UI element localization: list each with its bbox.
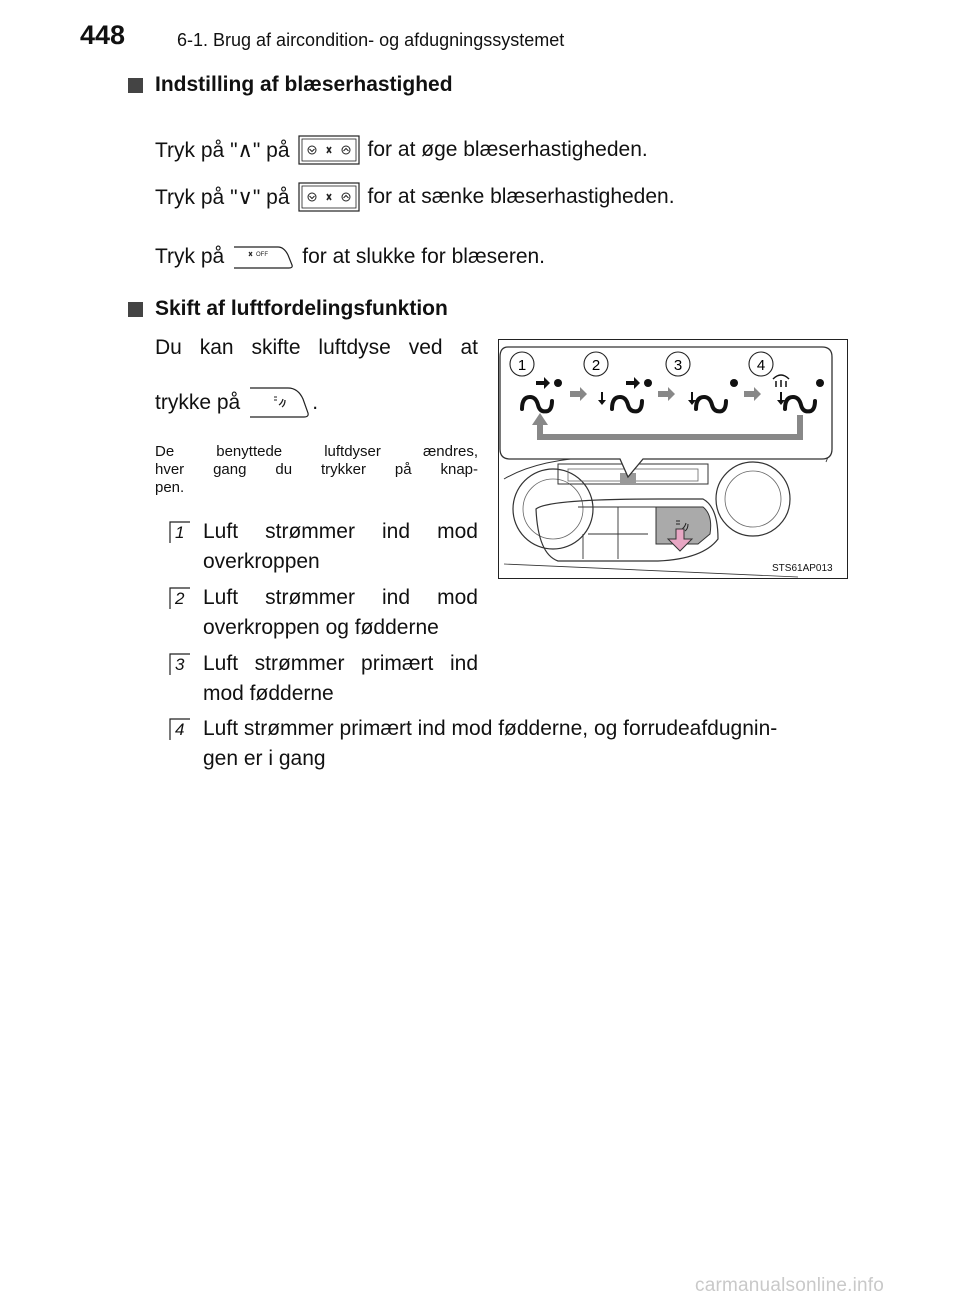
mode-button-icon bbox=[248, 385, 310, 421]
figure-label-4: 4 bbox=[756, 357, 766, 374]
section-heading-fan-speed bbox=[128, 73, 453, 97]
item-4-line-1: Luft strømmer primært ind mod fødderne, og forrudeafdugnin- bbox=[203, 717, 778, 740]
figure-label-1: 1 bbox=[517, 357, 527, 374]
fan-up-text-2: for at øge blæserhastigheden. bbox=[367, 138, 648, 161]
item-4-line-2: gen er i gang bbox=[203, 747, 326, 770]
section-heading-air-distribution bbox=[128, 297, 448, 321]
item-1-line-1: Luft strømmer ind mod bbox=[203, 520, 478, 543]
svg-text:4: 4 bbox=[175, 720, 185, 739]
note-text bbox=[155, 443, 478, 497]
intro-text: trykke på bbox=[155, 391, 241, 414]
note-line-3: pen. bbox=[155, 479, 185, 496]
item-number-3 bbox=[169, 651, 191, 677]
fan-off-button-icon bbox=[232, 243, 294, 271]
svg-text:3: 3 bbox=[175, 655, 185, 674]
fan-down-line bbox=[155, 182, 675, 212]
section-heading-text: Skift af luftfordelingsfunktion bbox=[155, 297, 448, 320]
fan-down-text-2: for at sænke blæserhastigheden. bbox=[367, 185, 675, 208]
fan-up-line bbox=[155, 135, 648, 165]
figure-label-2: 2 bbox=[591, 357, 601, 374]
section-heading-text: Indstilling af blæserhastighed bbox=[155, 73, 453, 96]
chapter-title: 6-1. Brug af aircondition- og afdugningssystemet bbox=[177, 30, 565, 50]
air-distribution-figure bbox=[498, 339, 848, 579]
item-number-2 bbox=[169, 585, 191, 611]
item-number-1 bbox=[169, 519, 191, 545]
fan-off-text-2: for at slukke for blæseren. bbox=[302, 245, 546, 268]
off-label: OFF bbox=[256, 252, 269, 258]
item-number-4 bbox=[169, 716, 191, 742]
item-2-line-2: overkroppen og fødderne bbox=[203, 616, 439, 639]
svg-text:1: 1 bbox=[175, 523, 185, 542]
fan-up-text: Tryk på "∧" på bbox=[155, 138, 290, 162]
intro-line-1: Du kan skifte luftdyse ved at bbox=[155, 336, 478, 359]
intro-line-2 bbox=[155, 385, 318, 421]
item-2-line-1: Luft strømmer ind mod bbox=[203, 586, 478, 609]
figure-code: STS61AP013 bbox=[772, 563, 833, 574]
page-number: 448 bbox=[80, 20, 126, 50]
fan-speed-button-icon bbox=[298, 135, 360, 165]
item-3-line-1: Luft strømmer primært ind bbox=[203, 652, 478, 675]
item-3-line-2: mod fødderne bbox=[203, 682, 334, 705]
fan-off-text: Tryk på bbox=[155, 245, 225, 268]
note-line-2: hver gang du trykker på knap- bbox=[155, 461, 478, 478]
intro-text-2: . bbox=[312, 391, 319, 414]
bullet-square-icon bbox=[128, 78, 143, 93]
fan-down-text: Tryk på "∨" på bbox=[155, 185, 290, 209]
fan-speed-button-icon bbox=[298, 182, 360, 212]
figure-label-3: 3 bbox=[673, 357, 683, 374]
item-1-line-2: overkroppen bbox=[203, 550, 320, 573]
note-line-1: De benyttede luftdyser ændres, bbox=[155, 443, 478, 460]
fan-off-line bbox=[155, 243, 545, 271]
bullet-square-icon bbox=[128, 302, 143, 317]
watermark: carmanualsonline.info bbox=[695, 1275, 885, 1296]
svg-text:2: 2 bbox=[175, 589, 185, 608]
